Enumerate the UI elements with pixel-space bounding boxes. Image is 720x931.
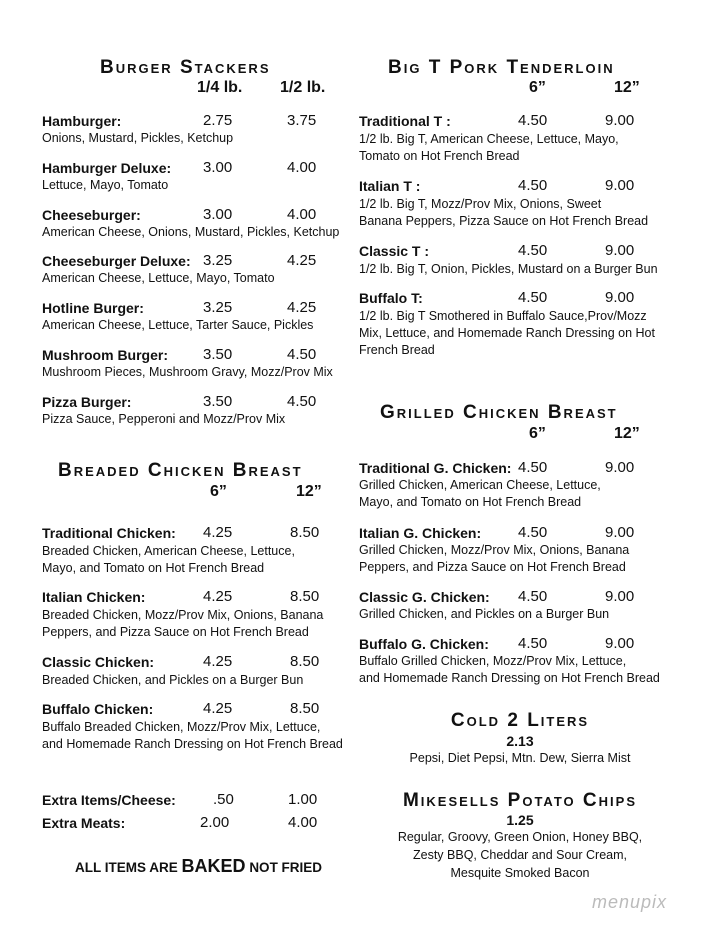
menu-item-price: 4.25 xyxy=(287,252,317,269)
chips-line: Mesquite Smoked Bacon xyxy=(450,866,590,880)
menu-item-desc: Buffalo Breaded Chicken, Mozz/Prov Mix, Lettuce, xyxy=(42,720,321,734)
menu-item-price: 4.50 xyxy=(287,346,317,363)
menu-item-price: 4.50 xyxy=(518,459,548,476)
menu-item-price: 4.50 xyxy=(518,242,548,259)
menu-item-price: 9.00 xyxy=(605,459,635,476)
menu-item-price: 9.00 xyxy=(605,242,635,259)
menu-item-price: 8.50 xyxy=(290,700,320,717)
menu-item-price: 9.00 xyxy=(605,635,635,652)
menu-item-price: 9.00 xyxy=(605,289,635,306)
menu-item-desc: 1/2 lb. Big T Smothered in Buffalo Sauce,Prov/Mozz xyxy=(359,309,647,323)
menu-item-desc: Peppers, and Pizza Sauce on Hot French Bread xyxy=(359,560,626,574)
menu-item-desc: Lettuce, Mayo, Tomato xyxy=(42,178,169,192)
menu-item-price: 8.50 xyxy=(290,588,320,605)
breaded-col2: 12” xyxy=(296,483,322,500)
menu-item-name: Italian Chicken: xyxy=(42,589,146,605)
menu-item-desc: 1/2 lb. Big T, Mozz/Prov Mix, Onions, Sweet xyxy=(359,197,602,211)
extra-item-name: Extra Items/Cheese: xyxy=(42,792,176,808)
note-pre: ALL ITEMS ARE xyxy=(75,860,178,875)
menu-item-name: Traditional Chicken: xyxy=(42,525,176,541)
menu-item-price: 3.50 xyxy=(203,346,233,363)
menu-item-price: 4.50 xyxy=(518,177,548,194)
extra-item-name: Extra Meats: xyxy=(42,815,126,831)
menu-item-price: 4.25 xyxy=(203,700,233,717)
liters-price: 2.13 xyxy=(506,733,534,749)
chips-line: Zesty BBQ, Cheddar and Sour Cream, xyxy=(413,848,627,862)
menu-item-name: Traditional T : xyxy=(359,113,451,129)
liters-desc: Pepsi, Diet Pepsi, Mtn. Dew, Sierra Mist xyxy=(409,751,631,765)
menu-item-price: 3.00 xyxy=(203,206,233,223)
menu-item-desc: and Homemade Ranch Dressing on Hot French Bread xyxy=(359,671,660,685)
menu-item-name: Hamburger: xyxy=(42,113,122,129)
menu-item-desc: Grilled Chicken, and Pickles on a Burger Bun xyxy=(359,607,610,621)
menu-item-price: 4.50 xyxy=(518,635,548,652)
menu-item-price: 4.25 xyxy=(203,588,233,605)
breaded-col1: 6” xyxy=(210,483,227,500)
pork-col2: 12” xyxy=(614,79,640,96)
menu-item-name: Classic Chicken: xyxy=(42,654,155,670)
baked-note xyxy=(75,856,322,877)
menu-item-price: 9.00 xyxy=(605,588,635,605)
menu-item-desc: Pizza Sauce, Pepperoni and Mozz/Prov Mix xyxy=(42,412,286,426)
menu-item-desc: American Cheese, Onions, Mustard, Pickles, Ketchup xyxy=(42,225,340,239)
menu-item-desc: Mix, Lettuce, and Homemade Ranch Dressing on Hot xyxy=(359,326,655,340)
menu-item-desc: and Homemade Ranch Dressing on Hot French Bread xyxy=(42,737,343,751)
menu-item-price: 3.25 xyxy=(203,252,233,269)
menu-item-price: 4.50 xyxy=(518,289,548,306)
menu-item-name: Buffalo T: xyxy=(359,290,423,306)
menu-item-desc: Mayo, and Tomato on Hot French Bread xyxy=(42,561,265,575)
menu-item-price: 3.25 xyxy=(203,299,233,316)
burger-title: Burger Stackers xyxy=(100,57,271,78)
menu-item-price: 4.50 xyxy=(287,393,317,410)
liters-title: Cold 2 Liters xyxy=(450,710,590,731)
extra-item-price: 4.00 xyxy=(288,814,318,831)
menu-item-desc: Breaded Chicken, and Pickles on a Burger Bun xyxy=(42,673,304,687)
menu-item-price: 4.50 xyxy=(518,112,548,129)
menu-item-price: 9.00 xyxy=(605,177,635,194)
menu-item-price: 3.50 xyxy=(203,393,233,410)
menu-item-name: Mushroom Burger: xyxy=(42,347,168,363)
menu-item-desc: French Bread xyxy=(359,343,435,357)
chips-line: Regular, Groovy, Green Onion, Honey BBQ, xyxy=(397,830,643,844)
menu-item-desc: Breaded Chicken, American Cheese, Lettuce, xyxy=(42,544,295,558)
burger-col2: 1/2 lb. xyxy=(280,79,326,96)
menu-item-desc: Mushroom Pieces, Mushroom Gravy, Mozz/Prov Mix xyxy=(42,365,333,379)
menu-item-name: Buffalo G. Chicken: xyxy=(359,636,489,652)
pork-col1: 6” xyxy=(529,79,546,96)
menu-item-price: 4.50 xyxy=(518,524,548,541)
menu-item-price: 2.75 xyxy=(203,112,233,129)
menu-item-price: 4.25 xyxy=(203,653,233,670)
menu-item-desc: Grilled Chicken, American Cheese, Lettuce, xyxy=(359,478,601,492)
grilled-col2: 12” xyxy=(614,425,640,442)
menu-item-price: 9.00 xyxy=(605,112,635,129)
menu-item-name: Hamburger Deluxe: xyxy=(42,160,172,176)
pork-title: Big T Pork Tenderloin xyxy=(388,57,615,78)
grilled-col1: 6” xyxy=(529,425,546,442)
menu-item-name: Buffalo Chicken: xyxy=(42,701,154,717)
menu-item-desc: Grilled Chicken, Mozz/Prov Mix, Onions, Banana xyxy=(359,543,630,557)
menu-item-price: 8.50 xyxy=(290,524,320,541)
menu-item-desc: Tomato on Hot French Bread xyxy=(359,149,520,163)
menu-item-name: Cheeseburger: xyxy=(42,207,141,223)
menu-item-price: 4.25 xyxy=(203,524,233,541)
menu-item-price: 3.00 xyxy=(203,159,233,176)
menu-item-desc: Banana Peppers, Pizza Sauce on Hot French Bread xyxy=(359,214,649,228)
menu-item-desc: Buffalo Grilled Chicken, Mozz/Prov Mix, Lettuce, xyxy=(359,654,627,668)
menu-item-desc: American Cheese, Lettuce, Tarter Sauce, Pickles xyxy=(42,318,314,332)
chips-price: 1.25 xyxy=(506,812,534,828)
menu-item-name: Classic G. Chicken: xyxy=(359,589,490,605)
menu-item-desc: 1/2 lb. Big T, Onion, Pickles, Mustard on a Burger Bun xyxy=(359,262,658,276)
extra-item-price: 1.00 xyxy=(288,791,318,808)
menu-item-price: 4.25 xyxy=(287,299,317,316)
burger-col1: 1/4 lb. xyxy=(197,79,243,96)
menu-item-name: Pizza Burger: xyxy=(42,394,132,410)
menu-item-name: Cheeseburger Deluxe: xyxy=(42,253,191,269)
extra-item-price: .50 xyxy=(213,791,234,808)
menu-item-price: 9.00 xyxy=(605,524,635,541)
menu-item-desc: Onions, Mustard, Pickles, Ketchup xyxy=(42,131,234,145)
menu-item-name: Hotline Burger: xyxy=(42,300,144,316)
menu-item-price: 4.50 xyxy=(518,588,548,605)
menu-item-desc: 1/2 lb. Big T, American Cheese, Lettuce, Mayo, xyxy=(359,132,619,146)
grilled-title: Grilled Chicken Breast xyxy=(380,402,618,423)
chips-title: Mikesells Potato Chips xyxy=(402,790,637,811)
extra-item-price: 2.00 xyxy=(200,814,230,831)
menu-item-desc: Mayo, and Tomato on Hot French Bread xyxy=(359,495,582,509)
menu-item-price: 4.00 xyxy=(287,206,317,223)
menu-item-name: Italian T : xyxy=(359,178,421,194)
breaded-title: Breaded Chicken Breast xyxy=(58,460,303,481)
note-baked: BAKED xyxy=(181,856,246,876)
menu-item-price: 3.75 xyxy=(287,112,317,129)
menu-item-price: 8.50 xyxy=(290,653,320,670)
menu-item-price: 4.00 xyxy=(287,159,317,176)
menu-item-desc: Breaded Chicken, Mozz/Prov Mix, Onions, Banana xyxy=(42,608,324,622)
menu-item-name: Italian G. Chicken: xyxy=(359,525,482,541)
menu-item-desc: American Cheese, Lettuce, Mayo, Tomato xyxy=(42,271,275,285)
menu-item-desc: Peppers, and Pizza Sauce on Hot French Bread xyxy=(42,625,309,639)
note-post: NOT FRIED xyxy=(249,860,323,875)
watermark: menupix xyxy=(592,892,668,912)
menu-item-name: Classic T : xyxy=(359,243,430,259)
menu-item-name: Traditional G. Chicken: xyxy=(359,460,512,476)
